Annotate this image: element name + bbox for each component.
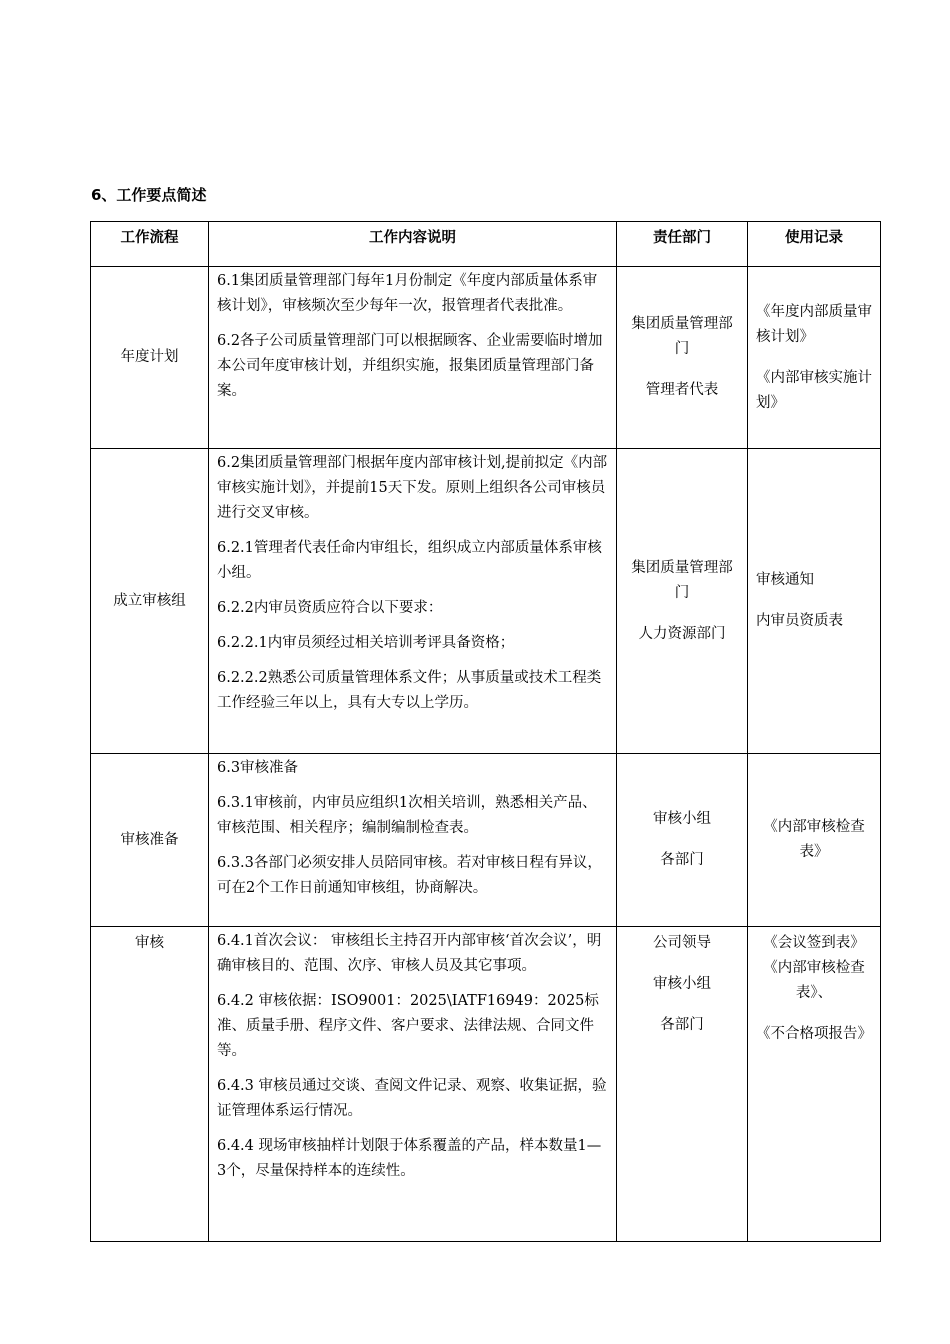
content-cell <box>209 927 617 1242</box>
table-row <box>91 754 881 927</box>
content-paragraph: 6.2.2.2熟悉公司质量管理体系文件；从事质量或技术工程类工作经验三年以上，具有大专以上学历。 <box>217 670 602 711</box>
dept-item: 集团质量管理部门 <box>631 559 733 601</box>
record-item: 《会议签到表》《内部审核检查表》、 <box>763 935 865 1001</box>
content-paragraph: 6.3.1审核前，内审员应组织1次相关培训，熟悉相关产品、审核范围、相关程序；编制编制检查表。 <box>217 795 597 836</box>
content-paragraph: 6.4.1首次会议： 审核组长主持召开内部审核‘首次会议’，明确审核目的、范围、次序、审核人员及其它事项。 <box>217 933 602 974</box>
records-cell <box>748 927 881 1242</box>
header-dept: 责任部门 <box>617 222 748 267</box>
section-heading: 6、工作要点简述 <box>91 186 207 204</box>
records-cell <box>748 449 881 754</box>
flow-cell: 审核 <box>91 927 209 1242</box>
content-paragraph: 6.3.3各部门必须安排人员陪同审核。若对审核日程有异议，可在2个工作日前通知审核组，协商解决。 <box>217 855 602 896</box>
work-points-table <box>90 221 881 1242</box>
dept-item: 公司领导 <box>653 935 711 951</box>
dept-cell <box>617 449 748 754</box>
header-flow: 工作流程 <box>91 222 209 267</box>
dept-item: 审核小组 <box>653 976 711 992</box>
content-paragraph: 6.4.2 审核依据：ISO9001：2025\IATF16949：2025标准、质量手册、程序文件、客户要求、法律法规、合同文件等。 <box>217 993 599 1059</box>
content-cell <box>209 267 617 449</box>
record-item: 《不合格项报告》 <box>756 1026 872 1042</box>
records-cell <box>748 754 881 927</box>
dept-item: 审核小组 <box>653 811 711 827</box>
header-records: 使用记录 <box>748 222 881 267</box>
record-item: 《年度内部质量审核计划》 <box>756 303 872 345</box>
dept-item: 集团质量管理部门 <box>631 316 733 357</box>
content-paragraph: 6.2.2内审员资质应符合以下要求： <box>217 600 443 616</box>
flow-cell: 成立审核组 <box>91 449 209 754</box>
content-paragraph: 6.2.2.1内审员须经过相关培训考评具备资格； <box>217 635 515 651</box>
dept-cell <box>617 754 748 927</box>
content-paragraph: 6.2集团质量管理部门根据年度内部审核计划,提前拟定《内部审核实施计划》，并提前15天下发。原则上组织各公司审核员进行交叉审核。 <box>217 455 608 521</box>
content-paragraph: 6.4.4 现场审核抽样计划限于体系覆盖的产品，样本数量1—3个，尽量保持样本的连续性。 <box>217 1138 602 1179</box>
dept-item: 各部门 <box>660 852 704 868</box>
dept-cell <box>617 927 748 1242</box>
content-cell <box>209 754 617 927</box>
content-cell <box>209 449 617 754</box>
table-header-row <box>91 222 881 267</box>
record-item: 内审员资质表 <box>756 613 843 629</box>
content-paragraph: 6.1集团质量管理部门每年1月份制定《年度内部质量体系审核计划》，审核频次至少每年一次，报管理者代表批准。 <box>217 273 598 314</box>
record-item: 《内部审核实施计划》 <box>756 369 872 411</box>
dept-item: 各部门 <box>660 1017 704 1033</box>
record-item: 《内部审核检查表》 <box>763 819 865 860</box>
flow-cell: 年度计划 <box>91 267 209 449</box>
table-row <box>91 267 881 449</box>
table-row <box>91 927 881 1242</box>
dept-item: 人力资源部门 <box>638 625 726 642</box>
content-paragraph: 6.4.3 审核员通过交谈、查阅文件记录、观察、收集证据，验证管理体系运行情况。 <box>217 1078 607 1119</box>
content-paragraph: 6.2各子公司质量管理部门可以根据顾客、企业需要临时增加本公司年度审核计划，并组织实施，报集团质量管理部门备案。 <box>217 333 603 399</box>
dept-cell <box>617 267 748 449</box>
dept-item: 管理者代表 <box>645 382 719 398</box>
header-content: 工作内容说明 <box>209 222 617 267</box>
flow-cell: 审核准备 <box>91 754 209 927</box>
record-item: 审核通知 <box>756 572 814 588</box>
table-row <box>91 449 881 754</box>
content-paragraph: 6.3审核准备 <box>217 760 299 776</box>
content-paragraph: 6.2.1管理者代表任命内审组长，组织成立内部质量体系审核小组。 <box>217 540 602 581</box>
records-cell <box>748 267 881 449</box>
